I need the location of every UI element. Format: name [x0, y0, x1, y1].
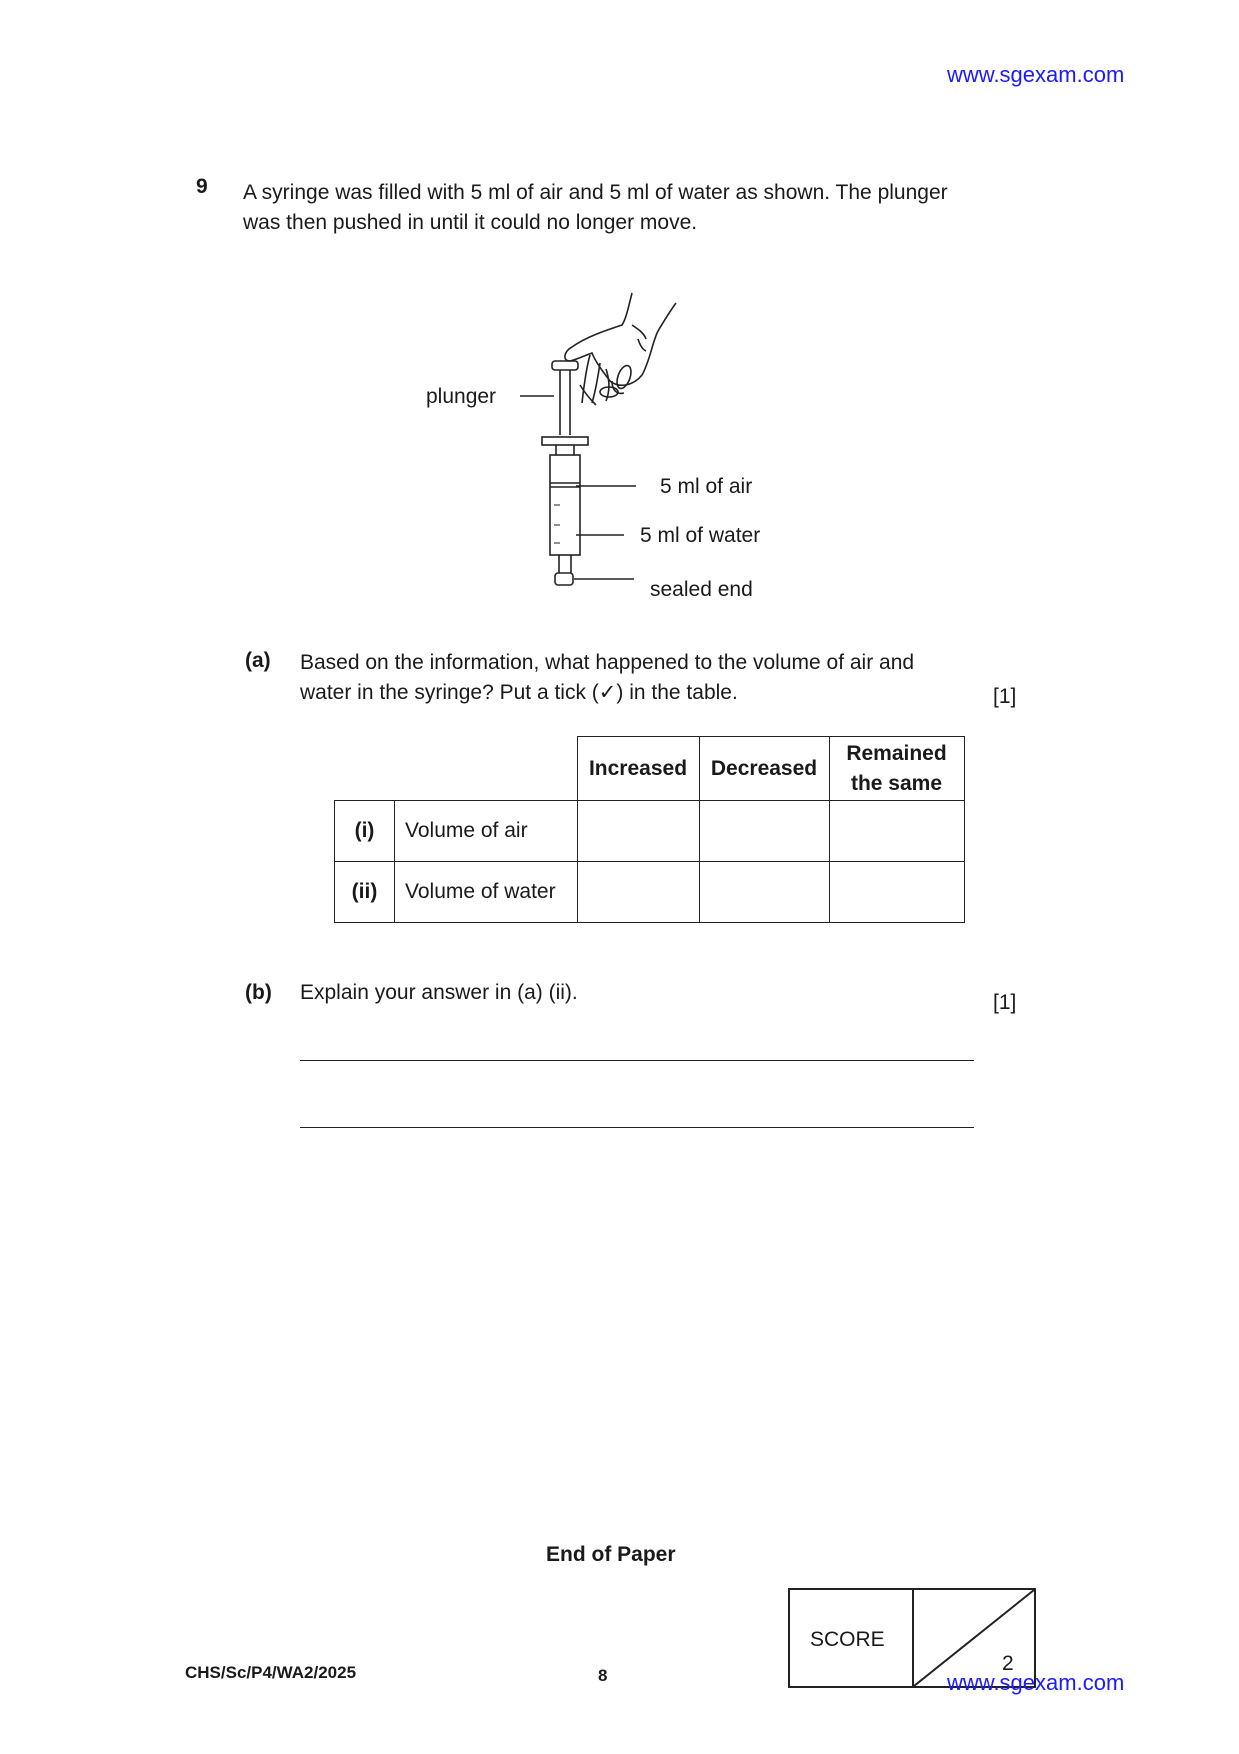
cell-air-remained[interactable]	[829, 801, 964, 862]
table-row	[335, 862, 965, 923]
question-text-line2: was then pushed in until it could no longer move.	[243, 211, 698, 234]
answer-line-2[interactable]	[300, 1127, 974, 1128]
label-sealed-end: sealed end	[650, 578, 753, 601]
part-b-marks: [1]	[993, 991, 1017, 1014]
paper-code: CHS/Sc/P4/WA2/2025	[185, 1663, 357, 1682]
col-header-remained-line1: Remained	[846, 741, 947, 765]
part-a-label: (a)	[245, 649, 271, 672]
table-row	[335, 801, 965, 862]
syringe-diagram	[520, 285, 690, 605]
part-b-label: (b)	[245, 981, 272, 1004]
cell-water-decreased[interactable]	[699, 862, 829, 923]
col-header-increased: Increased	[577, 737, 699, 801]
cell-air-increased[interactable]	[577, 801, 699, 862]
row-number: (ii)	[335, 862, 395, 923]
col-header-remained	[829, 737, 964, 801]
question-number: 9	[196, 175, 208, 198]
answer-line-1[interactable]	[300, 1060, 974, 1061]
row-label: Volume of water	[395, 862, 578, 923]
part-a-text-line1: Based on the information, what happened to the volume of air and	[300, 651, 915, 674]
score-total: 2	[1002, 1652, 1014, 1675]
answer-table	[334, 736, 965, 923]
row-label: Volume of air	[395, 801, 578, 862]
label-plunger: plunger	[426, 385, 497, 408]
part-b-text: Explain your answer in (a) (ii).	[300, 981, 578, 1004]
col-header-remained-line2: the same	[850, 771, 943, 795]
col-header-decreased: Decreased	[699, 737, 829, 801]
end-of-paper: End of Paper	[546, 1543, 676, 1566]
cell-air-decreased[interactable]	[699, 801, 829, 862]
row-number: (i)	[335, 801, 395, 862]
question-text-line1: A syringe was filled with 5 ml of air and 5 ml of water as shown. The plunger	[243, 181, 948, 204]
cell-water-remained[interactable]	[829, 862, 964, 923]
page-number: 8	[598, 1666, 608, 1685]
watermark-bottom: www.sgexam.com	[947, 1670, 1125, 1695]
watermark-top: www.sgexam.com	[947, 62, 1125, 87]
label-water: 5 ml of water	[640, 524, 761, 547]
cell-water-increased[interactable]	[577, 862, 699, 923]
label-air: 5 ml of air	[660, 475, 753, 498]
part-a-marks: [1]	[993, 685, 1017, 708]
part-a-text-line2: water in the syringe? Put a tick (✓) in the table.	[300, 681, 738, 704]
score-label: SCORE	[810, 1628, 885, 1651]
